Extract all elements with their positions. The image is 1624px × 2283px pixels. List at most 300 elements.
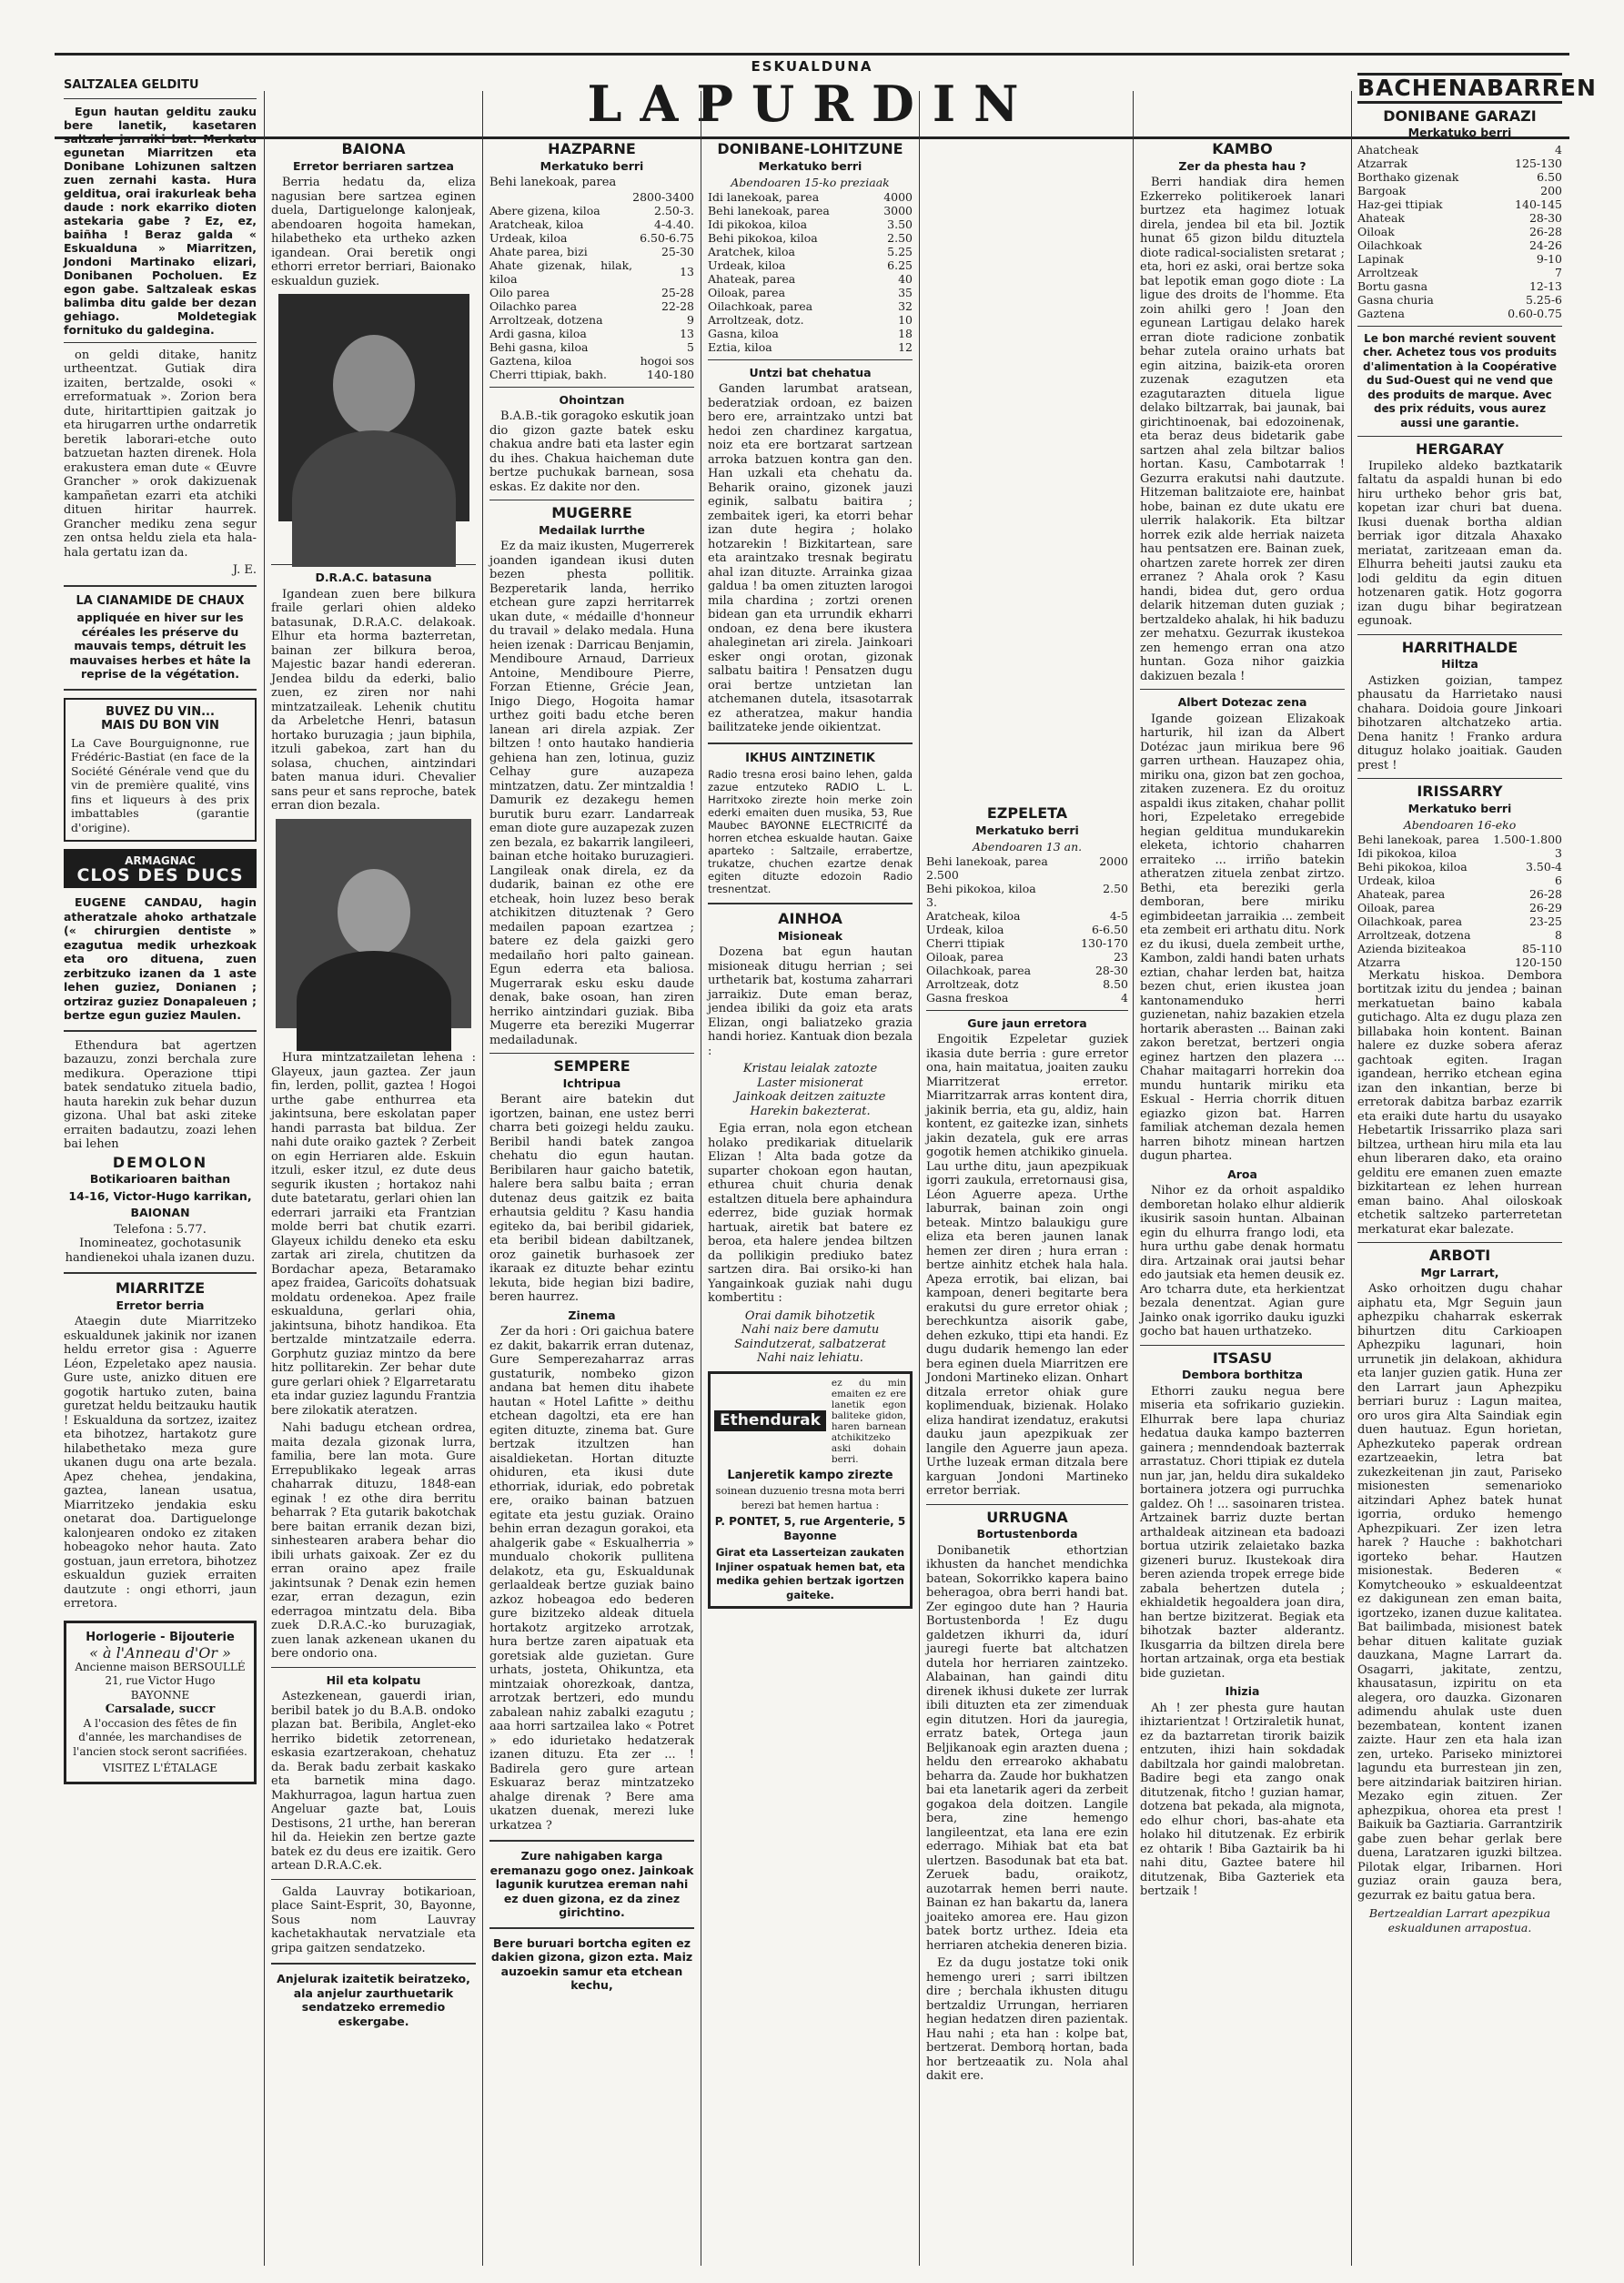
- market-price: 4-4.40.: [654, 217, 694, 231]
- market-item: Ardi gasna, kiloa: [489, 326, 587, 340]
- market-row: [926, 854, 1128, 868]
- market-row: [708, 313, 913, 327]
- market-price: 32: [898, 298, 913, 313]
- demolon-line: BAIONAN: [130, 1206, 190, 1219]
- market-row: [1357, 874, 1562, 887]
- subheading: Merkatuko berri: [758, 158, 862, 173]
- subheading: Mgr Larrart,: [1420, 1265, 1499, 1279]
- maxim-text: Bere buruari bortcha egiten ez dakien gizona, gizon ezta. Maiz auzoekin samur eta etchean kechu,: [490, 1935, 693, 1992]
- subheading: Hil eta kolpatu: [326, 1672, 421, 1687]
- ad-ethendurak-text: ez du min emaiten ez ere lanetik egon baliteke gidon, haren barnean atchikitzeko aski dohain berri.: [831, 1377, 906, 1465]
- column-rule: [1351, 91, 1352, 2266]
- market-item: Gaztena: [1357, 306, 1405, 320]
- urrugna-heading: URRUGNA: [986, 1508, 1068, 1526]
- market-item: Bortu gasna: [1357, 278, 1428, 293]
- market-item: Gasna, kiloa: [708, 326, 779, 340]
- masthead-rule-top: [55, 53, 1569, 56]
- divider: [64, 98, 257, 99]
- subheading: D.R.A.C. batasuna: [315, 571, 432, 584]
- market-item: Gaztena, kiloa: [489, 353, 572, 368]
- signature: Bertzealdian Larrart apezpikua eskualdunen arrapostua.: [1368, 1906, 1551, 1934]
- market-price: 3000: [883, 203, 913, 217]
- market-item: 3.: [926, 894, 937, 909]
- subheading: Untzi bat chehatua: [749, 365, 872, 379]
- ad-armagnac-title: ARMAGNAC: [125, 854, 196, 867]
- divider: [708, 903, 913, 904]
- bon-marche-ad: Le bon marché revient souvent cher. Achetez tous vos produits d'alimentation à la Coopérative du Sud-Ouest qui ne vend que des produits de marque. Avec des prix réduits, vous aurez aussi une garantie.: [1363, 331, 1557, 429]
- market-item: Oilo parea: [489, 285, 550, 299]
- market-item: Urdeak, kiloa: [489, 230, 568, 245]
- market-row: [1357, 887, 1562, 901]
- market-row: [1357, 211, 1562, 225]
- hazparne-heading: HAZPARNE: [548, 140, 636, 157]
- market-item: Oilachkoak: [1357, 237, 1422, 252]
- article-text: Ez da maiz ikusten, Mugerrerek joanden igandean ikusi duten bezen phesta pollitik. Bezperetarik landa, herriko etchean gure zapzi herritarrek ukan dute, « médaille d'honneur du travail » delako medala. Huna heien izenak : Darricau Benjamin, Mendiboure Arnaud, Darrieux Antoine, Mendiboure Pierre, Forzan Etienne, Grécie Jean, Inigo Diego, Hogoita hamar urthez goiti badu etche beren lanean ari direla azpiak. Zer biltzen ! onto hautako handieria gehiena han zen, lotinua, guziz Celhay gure auzapeza mintzatzen, datu. Zer mintzaldia ! Damurik ez dezakegu hemen burutik buru ezarr. Landarreak eman diote gure auzapezak zuzen zen bezala, ez bakarrik langileeri, bainan etche hoitako buruzagieri. Langileak onak direla, ez da dudarik, bainan ez othe ere etcheak, hoin luzez beso berak atchikitzen dituztenak ? Gero medailen papoan ezartzea ; batere ez dela gaizki gero medailaño hori palto gainean. Egun ederra eta baliosa. Mugerrarak esku esku daude denak, bake osoan, han ziren herriko aintzindari guziak. Biba Mugerre eta bereziki Mugerrar medailadunak.: [489, 540, 694, 1047]
- article-text: Astizken goizian, tampez phausatu da Harrietako nausi chahara. Doidoia goure Jinkoari bihotzaren altchatzeko artia. Dena hanitz ! Franko ardura dituguz holako joaitiak. Gauden prest !: [1357, 673, 1562, 773]
- market-price: 5.25-6: [1525, 292, 1562, 307]
- article-text: on geldi ditake, hanitz urtheentzat. Gutiak dira izaiten, bertzalde, osoki « erreformatuak ». Zorion bera dute, hiritarttipien gaitzak jo eta hirugarren urthe ondarretik beretik laborari-etche outo batzuetan hazten direnek. Hola erakustera eman dute « Œuvre Grancher » orok dakizuenak kampañetan ezarri eta atchiki dituen hiritar haurrek. Grancher mediku zena segur zen ontsa heldu ziela eta hala-hala gertatu izan da.: [64, 348, 257, 560]
- market-row: [1357, 846, 1562, 860]
- market-item: Oilachko parea: [489, 298, 578, 313]
- subheading: Merkatuko berri: [1407, 801, 1512, 815]
- subheading: Albert Dotezac zena: [1177, 695, 1307, 709]
- market-row: [489, 245, 694, 258]
- market-price: 26-28: [1528, 224, 1562, 238]
- market-row: [489, 258, 694, 286]
- market-item: Arroltzeak: [1357, 265, 1418, 279]
- market-item: Oilachkoak, parea: [1357, 914, 1463, 928]
- market-price: 3.50: [887, 217, 913, 231]
- mugerre-heading: MUGERRE: [551, 504, 632, 521]
- market-item: 2.500: [926, 867, 959, 882]
- divider: [1357, 326, 1562, 327]
- market-item: Urdeak, kiloa: [1357, 873, 1436, 887]
- market-item: Urdeak, kiloa: [926, 922, 1004, 936]
- market-row: [926, 991, 1128, 1005]
- market-item: Abere gizena, kiloa: [489, 203, 600, 217]
- poem-line: Nahi naiz lehiatu.: [757, 1351, 863, 1365]
- article-text: Igande goizean Elizakoak harturik, hil izan da Albert Dotézac jaun mirikua bere 96 garren urthean. Hauzapez ohia, miriku ona, gizon bat zen gochoa, zitaken zuzenera. Ez du oroituz aspaldi ikus zitaken, chahar pollit hori, Ezpeletako erregebide hegian gelditua mundukarekin eleketa, ichtorio chaharren erraiteko ... irriño batekin atheratzen zituela zenbat zirtzo. Bethi, eta bereziki gerla demboran, bere miriku egimbideetan jarraikia ... zembeit eta zembeit eri arthatu ditu. Nork ez du ikusi, duela zembeit urthe, Kambon, zaldi handi baten urhats eztian, chahar lerden bat, haitza bezen chut, erien ikustea joan kantonamenduko herri guzienetan, nahiz bazakien etzela hortarik aberasten ... Bainan zaki zakon beretzat, bertzeri ongia eginez hartzen den plazera ... Chahar maitagarri horrekin doa mundu huntarik miriku eta Eskual - Herria chorrik dituen egiazko gizon bat. Harren familiak atcheman dezala hemen harren bihotz minean hartzen dugun phartea.: [1140, 712, 1345, 1163]
- market-price: 140-180: [647, 367, 694, 381]
- market-item: Aratcheak, kiloa: [489, 217, 584, 231]
- subheading: Erretor berriaren sartzea: [293, 158, 454, 173]
- market-price: [1072, 868, 1128, 882]
- article-text: Dozena bat egun hautan misioneak ditugu herrian ; sei urthetarik bat, kostuma zaharrari jarraikiz. Dute eman beraz, jendea ibiliki da goiz eta arats Elizan, ongi baliatzeko grazia handi horiez. Kantuak dion bezala :: [708, 945, 913, 1058]
- subheading: Medailak lurrthe: [539, 522, 645, 537]
- subheading: Ohointzan: [559, 392, 625, 407]
- divider: [926, 1504, 1128, 1505]
- divider: [489, 387, 694, 388]
- candau-text: EUGENE CANDAU, hagin atheratzale ahoko arthatzale (« chirurgien dentiste » ezagutua medik urhezkoak eta oro dituena, zuen zerbitzuko izanen da 1 aste lehen guziez, Donianen ; ortziraz guziez Donapaleuen ; bertze egun guziez Maulen.: [64, 895, 257, 1022]
- market-row: [1357, 942, 1562, 955]
- market-price: 0.60-0.75: [1508, 306, 1562, 320]
- market-item: Behi pikokoa, kiloa: [708, 230, 818, 245]
- article-text: Asko orhoitzen dugu chahar aiphatu eta, Mgr Seguin jaun aphezpiku chaharrak eskerrak bihurtzen ditu Carkioapen Aphezpiku lagunari, hoin urrunetik jin delakoan, akhidura eta lanjer guzien gatik. Huna zer den Larrart jaun Aphezpiku berriari buruz : Lagun maitea, oro uros gira Alta Saindiak egin duen hautuaz. Egun horietan, Aphezkuteko paperak ordrean ezartzeaekin, letra bat zukezkeitenan jin zaut, Pariseko misionesten semenarioko aitzindari Aphez batek hunat igorria, orduko hemengo Aphezpikuari. Zer izen letra harek ? Hauche : bakhotchari igorteko behar. Hautzen misionestak. Bederen « Komytcheouko » eskualdeentzat ez dakigunean zen eman baita, igortzeko, izanen duzue kalitatea. Bat bailimbada, misionest batek behar dituen kalitate guziak dauzkana, Magne Larrart da. Osagarri, jakitate, zentzu, khausatasun, izpiritu on eta alegera, oro dauzka. Gizonaren adimendu ahulak uste duen bezembatean, kontent izanen zaizte. Haur zen eta hala izan zen, urteko. Pariseko miniztorei lagundu eta burrestean jin zen, bere aitzindariak baitziren hirian. Mezako egin zituen. Zer aphezpikua, ohorea eta prest ! Baikuik ba Gaztiaria. Garrantzirik gabe zuen behar gerlak bere duena, Laratzaren iguzki biltzea. Pilotak elgar, Iribarnen. Hori guziaz orain gauza bera, gezurrak ez baitu gatua bera.: [1357, 1282, 1562, 1903]
- market-row: [1357, 143, 1562, 157]
- masthead: [55, 53, 1569, 144]
- demolon-line: Inomineatez, gochotasunik handienekoi uhala izanen duzu.: [65, 1237, 256, 1265]
- market-price: [1072, 895, 1128, 909]
- market-row: [708, 340, 913, 354]
- article-text: Ah ! zer phesta gure hautan ihiztarientzat ! Ortziraletik hunat, ez da baztarretan tirorik baizik entzuten, ihizi hain sokdadak dabiltzala hor gaindi malobretan. Badire begi eta zango onak ditutzenak, fitcho ! guzian hamar, dotzena bat pekada, ala mignota, edo elhur chori, bas-ahate eta holako hil ditutzenak. Ez erbirik ez ohtarik ! Biba Gaztairik ba hi nahi ditu, Gaztee batere hil ditutzenak, Biba Gazteriek eta bertzaik !: [1140, 1701, 1345, 1898]
- bachenabarren-title: BACHENABARREN: [1357, 73, 1562, 104]
- baiona-heading: BAIONA: [341, 140, 406, 157]
- market-item: Arroltzeak, dotzena: [489, 312, 603, 327]
- subheading: Erretor berria: [116, 1298, 205, 1312]
- ad-ethendurak-title: Ethendurak: [714, 1410, 826, 1432]
- market-row: [489, 313, 694, 327]
- ezpeleta-market-table: [926, 854, 1128, 1005]
- ad-horlogerie-title: Horlogerie - Bijouterie: [86, 1630, 235, 1644]
- market-row: [708, 245, 913, 258]
- column-7: [1357, 73, 1597, 2266]
- subheading: Zinema: [568, 1308, 616, 1322]
- market-item: Ahateak, parea: [1357, 886, 1446, 901]
- ad-ethendurak: [708, 1371, 913, 1610]
- market-row: [926, 936, 1128, 950]
- divider: [64, 342, 257, 343]
- market-item: Ahatcheak: [1357, 142, 1419, 157]
- subheading: Ichtripua: [562, 1076, 621, 1090]
- subheading: Ihizia: [1225, 1684, 1260, 1698]
- market-row: [1357, 238, 1562, 252]
- donibane-market-table: [708, 190, 913, 354]
- poem: [708, 1062, 913, 1118]
- market-price: 125-130: [1515, 156, 1562, 170]
- market-row: [708, 299, 913, 313]
- article-text: Ethendura bat agertzen bazauzu, zonzi berchala zure medikura. Operazione ttipi batek sendatuko zituela badio, hauta harekin zuk behar duzun gizona. Uhal bat aski ziteke erraiten badautzu, zoazi lehen bai lehen: [64, 1038, 257, 1151]
- market-price: 6-6.50: [1091, 922, 1128, 936]
- poem-line: Orai damik bihotzetik: [744, 1308, 876, 1323]
- market-item: Behi lanekoak, parea: [926, 854, 1048, 868]
- subheading: Bortustenborda: [976, 1527, 1078, 1541]
- market-price: 12-13: [1528, 278, 1562, 293]
- market-price: 130-170: [1081, 935, 1128, 950]
- divider: [489, 1927, 694, 1929]
- market-price: 12: [898, 339, 913, 354]
- demolon-line: Botikarioaren baithan: [89, 1172, 231, 1186]
- poem-line: Harekin bakezterat.: [750, 1104, 871, 1118]
- ezpeleta-heading: EZPELETA: [986, 804, 1068, 822]
- article-text: Nihor ez da orhoit aspaldiko demboretan holako elhur aldierik ikusirik sasoin huntan. Albainan egin du elhurra frango lodi, eta hura urthu gabe denak hormatu dira. Artzainak orai jautsi behar edo jautsiak eta hemen deusik ez. Aro tcharra dute, eta herkientzat bezala denentzat. Agian gure Jainko onak igorriko dauku iguzki gocho bat hauen urthatzeko.: [1140, 1184, 1345, 1338]
- market-item: Azienda biziteakoa: [1357, 941, 1467, 955]
- demolon-ad: [64, 1153, 257, 1266]
- market-row: [489, 217, 694, 231]
- market-item: Atzarra: [1357, 955, 1401, 969]
- ad-horlogerie-line: BAYONNE: [130, 1688, 190, 1702]
- market-price: 200: [1540, 183, 1562, 197]
- market-price: 26-28: [1528, 886, 1562, 901]
- market-item: Arroltzeak, dotz: [926, 976, 1019, 991]
- market-price: 7: [1555, 265, 1562, 279]
- column-2: [271, 136, 476, 2266]
- market-row: [926, 923, 1128, 936]
- ikhus-heading: IKHUS AINTZINETIK: [745, 751, 875, 765]
- ad-pontet: P. PONTET, 5, rue Argenterie, 5: [714, 1515, 906, 1528]
- article-text: Ganden larumbat aratsean, bederatziak ordoan, ez baizen bero ere, arraintzako untzi bat hedoi zen chardinez kargatua, noiz eta ere bortzarat sartzean arroka batzuen kontra gan den. Han uzkali eta chehatu da. Beharik oraino, gizonek jauzi eginik, salbatu baitira ; zembaitek igeri, ka etorri behar izan dute hegira ; holako hotzarekin ! Bizkitartean, sare eta araintzako tresnak begiratu ahal izan dituzte. Arrainka gizaa galdua ! ba omen zituzten larogoi mila chardina ; zortzi orenen bidean gan eta urrundik ekharri ondoan, ez dena bere ikustera ahaleginetan ari zirela. Jainkoari esker ongi orotan, gizonak salbatu baitira ! Pensatzen dugu orai bertze untzietan lan atchemanen dutela, itsasotarrak ez atheratzea, makur handia bailitzateke jende oikientzat.: [708, 382, 913, 734]
- ad-line: soinean duzuenio tresna mota berri berezi bat hemen hartua :: [715, 1484, 905, 1511]
- market-row: [708, 190, 913, 204]
- ad-buvez-subtitle: MAIS DU BON VIN: [101, 719, 219, 732]
- poem: [708, 1309, 913, 1366]
- market-row: [1357, 279, 1562, 293]
- market-item: Idi lanekoak, parea: [708, 189, 820, 204]
- subheading: Merkatuko berri: [540, 158, 644, 173]
- market-price: 2800-3400: [632, 189, 694, 204]
- market-row: [489, 204, 694, 217]
- harrithalde-heading: HARRITHALDE: [1401, 638, 1518, 656]
- market-row: [926, 882, 1128, 895]
- market-price: 5: [687, 339, 694, 354]
- market-price: 85-110: [1522, 941, 1562, 955]
- market-price: 6.50: [1537, 169, 1562, 184]
- article-text: Hura mintzatzailetan lehena : Glayeux, jaun gaztea. Zer jaun fin, lerden, pollit, gaztea ! Hogoi urthe gabe enthurrea eta jakintsuna, bere eskolatan paper handi parrasta bat bildua. Zer nahi dute oraiko gaztek ? Zerbeit on egin Herriaren alde. Eskuin itzuli, esker itzul, ez dute deus segurik ikusten ; hortakoz nahi dute batetaratu, gerlari ohien lan ederrari jarraiki eta Frantzian molde berri bat chutik ezarri. Glayeux ichildu deneko eta esku zartak ari zirela, chutitzen da Bordachar apeza, Betaramako apez fraidea, Garicoïts dohatsuak moldatu ordenekoa. Apez fraile eskualduna, gerlari ohia, jakintsuna, bihotz handikoa. Eta bertzalde mintzatzaile ederra. Gorphutz guziaz mintzo da bere hitz pollitarekin. Zer behar dute gure gerlari ohiek ? Elgarretaratu eta indar guziez lagundu Frantzia bere zilokatik ateratzen.: [271, 1051, 476, 1418]
- column-rule: [919, 91, 920, 2266]
- poem-line: Kristau leialak zatozte: [742, 1062, 878, 1076]
- market-row: [489, 368, 694, 381]
- market-row: [1357, 170, 1562, 184]
- market-price: 23: [1114, 949, 1128, 964]
- ad-armagnac: [64, 849, 257, 888]
- market-intro: Behi lanekoak, parea: [489, 176, 617, 189]
- market-row: [1357, 225, 1562, 238]
- market-item: Borthako gizenak: [1357, 169, 1459, 184]
- market-item: Behi pikokoa, kiloa: [1357, 859, 1468, 874]
- market-item: Idi pikokoa, kiloa: [1357, 845, 1458, 860]
- market-row: [708, 272, 913, 286]
- demolon-title: DEMOLON: [112, 1153, 208, 1171]
- market-row: [708, 217, 913, 231]
- market-item: Behi pikokoa, kiloa: [926, 881, 1036, 895]
- market-item: Oilachkoak, parea: [926, 963, 1032, 977]
- portrait-head: [333, 335, 415, 435]
- column-5: [926, 801, 1128, 2266]
- article-text: Astezkenean, gauerdi irian, beribil batek jo du B.A.B. ondoko plazan bat. Beribila, Anglet-eko herriko bidetik zetorrenean, eskasia ezartzerakoan, chehatuz da. Berak badu zerbait kaskako eta barnetik mina dago. Makhurragoa, lagun hartua zuen Angeluar gazte bat, Louis Destisons, 21 urthe, han bereran hil da. Heiekin zen bertze gazte batek ez du deus ere izaitik. Gero artean D.R.A.C.ek.: [271, 1690, 476, 1873]
- divider: [1140, 1345, 1345, 1346]
- poem-line: Laster misionerat: [757, 1076, 863, 1090]
- market-price: 140-145: [1515, 197, 1562, 211]
- cianamide-heading: LA CIANAMIDE DE CHAUX: [76, 593, 245, 608]
- market-price: 3: [1555, 845, 1562, 860]
- market-item: Urdeak, kiloa: [708, 258, 786, 272]
- cianamide-text: appliquée en hiver sur les céréales les préserve du mauvais temps, détruit les mauvaises herbes et hâte la reprise de la végétation.: [69, 611, 251, 681]
- market-row: [1357, 914, 1562, 928]
- ad-armagnac-brand: CLOS DES DUCS: [76, 864, 244, 885]
- itsasu-heading: ITSASU: [1212, 1349, 1273, 1367]
- market-price: 4000: [883, 189, 913, 204]
- poem-line: Saindutzerat, salbatzerat: [734, 1337, 886, 1351]
- subheading: Aroa: [1227, 1167, 1257, 1181]
- saltzalea-notice: [64, 105, 257, 337]
- article-text: Ez da dugu jostatze toki onik hemengo ureri ; sarri ibiltzen dire ; berchala ikhusten ditugu bertzaldiz Urrungan, herriaren hegian hedatzen diren pazientak. Hau nahi ; eta han : kolpe bat, bertzerat. Demborą hortan, bada hor bertzeaatik zu. Nola ahal dakit ere.: [926, 1956, 1128, 2083]
- subheading: Dembora borthitza: [1182, 1368, 1303, 1381]
- market-price: 28-30: [1528, 210, 1562, 225]
- ad-horlogerie: [64, 1621, 257, 1784]
- divider: [1357, 634, 1562, 635]
- ad-buvez-text: La Cave Bourguignonne, rue Frédéric-Bastiat (en face de la Société Générale vend que du vin de première qualité, vins fins et liqueurs à des prix imbattables (garantie d'origine).: [71, 735, 249, 834]
- market-price: 28-30: [1094, 963, 1128, 977]
- poem-line: Nahi naiz bere damutu: [741, 1323, 880, 1337]
- market-price: 1.500-1.800: [1493, 832, 1562, 846]
- market-row: [489, 231, 694, 245]
- market-item: Oilachkoak, parea: [708, 298, 813, 313]
- market-row: [489, 354, 694, 368]
- ad-lanjeretik: Lanjeretik kampo zirezte: [727, 1468, 893, 1482]
- market-price: 23-25: [1528, 914, 1562, 928]
- ad-horlogerie-line: VISITEZ L'ÉTALAGE: [102, 1762, 218, 1774]
- market-item: Haz-gei ttipiak: [1357, 197, 1443, 211]
- market-row: [708, 327, 913, 340]
- article-text: Berri handiak dira hemen Ezkerreko politikeroek lanari burtzez eta hagimez lotuak direla, jendea bil eta bil. Joztik hunat 65 gizon bildu dituztela diote radical-socialisten sretarat ; eta, hori ez aski, orai bertze soka bat lepotik eman gogo diote : La ligue des droits de l'homme. Eta zoin ahilki gero ! Joan den egunean Lartigau delako harek erran diote radicione zonbatik behar zutela oraino urhats bat egin aitzina, baizik-eta ororen zuzenak ezagutzen eta ezagutarazten dituela ligue delako biltzarrak, bai jaunak, bai girichtinoenak, bai edozoinenak, eta beraz deus bidetarik gabe sartzen ahal zela biltzar balios hortan. Kasu, Cambotarrak ! Gezurra erakutsi nahi dautzute. Hitzeman balitzaiote ere, hainbat hobe, bainan ez dute ukatu ere ulerrik halakorik. Eta biltzar horrek ezik alde herriak naizeta hau pentsatzen ere. Bainan zuek, ohartzen zarete horrek zer diren erranez ? Ahala orok ? Kasu handi, bidea dut, gero ordua delarik hitzeman duten guziak ; bertzaldeko ahalak, hi hik baduzu zer mehatxu. Gezurrak ikustekoa zen hemengo erran ona atzo huntan. Goza nihor gaizkia dakizuen bezala !: [1140, 176, 1345, 683]
- sempere-heading: SEMPERE: [553, 1057, 630, 1075]
- divider: [926, 1010, 1128, 1011]
- market-item: Behi gasna, kiloa: [489, 339, 589, 354]
- masthead-subtitle: ESKUALDUNA: [751, 58, 873, 75]
- market-item: Oiloak, parea: [1357, 900, 1436, 914]
- article-text: Ethorri zauku negua bere miseria eta sofrikario guziekin. Elhurrak bere lapa churiaz hedatua dauka kampo bazterren gainera ; menndendoak bazterrak arrastatuz. Chori ttipiak ez dutela nun jar, jan, heldu dira sukaldeko bortainera jotzera ogi purruchka galdez. Oh ! ... sasoinaren tristea. Artzainek barriz duzte bertan arthaldeak aitzinean eta badoazi bortua utzirik zelaietako bazka gizeneri buruz. Ikustekoak dira beren azienda tropek errege bide zabala behertzen dutela ; ekhialdetik hegoaldera joan dira, han bertze bizitzerat. Begiak eta bihotzak bazter alderantz. Ikusgarria da biltzen direla bere hortan artzainak, orga eta bestiak bide guzietan.: [1140, 1384, 1345, 1681]
- market-item: Aratcheak, kiloa: [926, 908, 1021, 923]
- kambo-heading: KAMBO: [1212, 140, 1273, 157]
- article-text: Berria hedatu da, eliza nagusian bere sartzea eginen duela, Dartiguelonge kalonjeak, abendoaren hogoita hamekan, hilabetheko eta urtheko azken igandean. Orai beretik ongi ethorri erretor berriari, Baionako eskualdun guziek.: [271, 176, 476, 288]
- ad-horlogerie-line: A l'occasion des fêtes de fin d'année, les marchandises de l'ancien stock seront sacrifiées.: [73, 1716, 247, 1758]
- divider: [1357, 778, 1562, 779]
- market-item: Behi lanekoak, parea: [708, 203, 830, 217]
- market-price: 3.50-4: [1525, 859, 1562, 874]
- garazi-market-table: [1357, 143, 1562, 320]
- market-row: [489, 286, 694, 299]
- article-text: Donibanetik ethortzian ikhusten da hanchet mendichka batean, Sokorrikko kapera baino beheragoa, obra berri handi bat. Zer egingoo dute han ? Hauria Bortustenborda ! Ez dugu galdetzen ikhurri da, idurí jauregi fuerte bat altchatzen dutela hor herriaren zaintzeko. Alabainan, han gaindi ditu direnek ikhusi dukete zer lurrak ibili dituzten eta zer zimenduak egin ditutzen. Hori da jauregia, erratz batek, Ortega jaun Beljikanoak egin arazten duena ; heldu den errearoko akhabatu beharra da. Zaude hor bukhatzen bai eta lanetarik ageri da zerbeit gogakoa dela doitzen. Langile bera, zine hemengo langileentzat, eta lana ere ezin ederrago. Mihiak bat eta bat ulertzen. Basodunak bat eta bat. Zeruek badu, oraikotz, auzotarrak hemen berri naute. Bainan ez han bakartu da, lanera joaiteko amorea ere. Hau gizon batek bortz urthez. Ideia eta herriaren atchekia deneren bizia.: [926, 1543, 1128, 1953]
- market-price: 8.50: [1103, 976, 1128, 991]
- subheading: Zer da phesta hau ?: [1178, 158, 1306, 173]
- market-item: Gasna freskoa: [926, 990, 1009, 1005]
- market-price: 2.50: [887, 230, 913, 245]
- market-row: [926, 868, 1128, 882]
- market-row: [1357, 307, 1562, 320]
- divider: [64, 1272, 257, 1274]
- market-row: [1357, 901, 1562, 914]
- ainhoa-heading: AINHOA: [778, 910, 842, 927]
- ad-horlogerie-name: « à l'Anneau d'Or »: [89, 1644, 231, 1662]
- market-price: 9: [687, 312, 694, 327]
- ad-girat: Girat eta Lasserteizan zaukaten Injiner ospatuak hemen bat, eta medika gehien bertzak igortzen gaiteke.: [715, 1546, 905, 1601]
- market-price: 22-28: [661, 298, 694, 313]
- market-item: [489, 190, 632, 204]
- candau-ad: [64, 895, 257, 1023]
- market-row: [489, 190, 694, 204]
- column-6: [1140, 136, 1345, 2266]
- market-row: [926, 909, 1128, 923]
- market-row: [926, 950, 1128, 964]
- ad-ethendurak-row: [714, 1378, 906, 1465]
- demolon-line: Telefona : 5.77.: [114, 1222, 207, 1237]
- market-item: Ahate parea, bizi: [489, 244, 588, 258]
- subheading: Gure jaun erretora: [967, 1015, 1087, 1030]
- market-item: Gasna churia: [1357, 292, 1434, 307]
- divider: [489, 1840, 694, 1842]
- divider: [64, 1030, 257, 1032]
- market-price: 4-5: [1109, 908, 1128, 923]
- divider: [271, 1667, 476, 1668]
- market-row: [1357, 860, 1562, 874]
- subheading: Misioneak: [777, 928, 843, 943]
- column-4: [708, 136, 913, 2266]
- column-3: [489, 136, 694, 2266]
- market-row: [1357, 184, 1562, 197]
- market-row: [1357, 955, 1562, 969]
- article-text: Engoitik Ezpeletar guziek ikasia dute berria : gure erretor ona, hain maitatua, joaiten zauku Miarritzerat erretor. Miarritzarrak arras kontent dira, jakinik berria, eta gu, aldiz, hain kontent, ez gaitezke izan, sinhets jakin dezatela, guk ere arras gogotik hemen atchikiko ginuela. Lau urthe ditu, jaun apezpikuak igorri zaukula, erretornausi gisa, Léon Aguerre apeza. Urthe laburrak, bainan zoin ongi beteak. Mintzo balaukigu gure eliza eta beren jaunen lanak hemen zer diren ; hura erran : bertze ainhitz etchek hala hala. Apeza errotik, bai elizan, bai kampoan, deneri begitarte bera erakutsi du gure erretor ohiak ; berechkuntza aisorik gabe, dehen ezkuko, ttipi eta handi. Ez dugu dudarik hemengo lan eder bera eginen duela Miarritzen ere Jondoni Martineko elizan. Onhart ditzala erretor ohiak gure koplimenduak, bizienak. Holako eliza handirat izendatuz, erakutsi dauku jaun apezpikuak zer langile den Aguerre jaun apeza. Urthe luzeak erman ditzala bere karguan Jondoni Martineko erretor berriak.: [926, 1033, 1128, 1498]
- article-text: Ataegin dute Miarritzeko eskualdunek jakinik nor izanen heldu erretor gisa : Aguerre Léon, Ezpeletako apez nausia. Gure uste, anizko dituen ere gogotik hartuko zuten, baina guretzat heldu beitzauku hautik ! Eskualduna da sortzez, izaitez eta bihotzez, hartakotz gure hilabethetako meza gure ukanen dugu ona arte bezala. Apez chehea, jendakina, gaztea, lanean usatua, Miarritzeko jendakia esku onetarat doa. Dartiguelonge kalonjearen ondoko ez zitaken hobeagoko nehor hauta. Zato gostuan, jaun erretora, bihotzez eskualdun guziek erraiten dautzute : ongi ethorri, jaun erretora.: [64, 1315, 257, 1611]
- column-rule: [1133, 91, 1134, 2266]
- market-item: Arroltzeak, dotzena: [1357, 927, 1471, 942]
- market-item: Lapinak: [1357, 251, 1404, 266]
- ikhus-text: Radio tresna erosi baino lehen, galda zazue entzuteko RADIO L. L. Harritxoko zirezte hoin merke zoin ederki emaiten duen musika, 53, Rue Maubec BAYONNE ELECTRICITÉ da horren etchea eskualde hautan. Gaixe aparteko : Saltzaile, errabertze, trukatze, chuchen ezartze denak egiten dituzte edozoin Radio tresnentzat.: [708, 768, 913, 895]
- market-item: Cherri ttipiak: [926, 935, 1005, 950]
- column-rule: [482, 91, 483, 2266]
- subheading: Hiltza: [1441, 657, 1478, 671]
- market-price: 25-30: [661, 244, 694, 258]
- hergaray-heading: HERGARAY: [1416, 440, 1504, 458]
- market-row: [1357, 293, 1562, 307]
- market-price: 9-10: [1536, 251, 1562, 266]
- ad-horlogerie-line: 21, rue Victor Hugo: [105, 1674, 216, 1687]
- poem-line: Jainkoak deitzen zaituzte: [734, 1090, 886, 1104]
- market-item: Bargoak: [1357, 183, 1407, 197]
- market-row: [708, 258, 913, 272]
- market-price: 18: [898, 326, 913, 340]
- market-price: 6: [1555, 873, 1562, 887]
- divider: [64, 585, 257, 587]
- market-item: Idi pikokoa, kiloa: [708, 217, 808, 231]
- market-price: 6.25: [887, 258, 913, 272]
- portrait-body: [292, 430, 456, 567]
- market-item: Oiloak: [1357, 224, 1395, 238]
- market-price: 2.50-3.: [654, 203, 694, 217]
- market-row: [708, 231, 913, 245]
- article-text: Egia erran, nola egon etchean holako predikariak dituelarik Elizan ! Alta bada gotze da suparter chokoan egon hautan, ethurea chuit churia denak estaltzen dituela bere aphaindura ederrez, bide guziak hormak hartuak, airetik bat batere ez beroa, eta halere jendea biltzen da pollikigin prediuko batez sartzen dira. Bai orsiko-ki han Yangainkoak guziak nahi dugu kombertitu :: [708, 1122, 913, 1305]
- market-row: [1357, 197, 1562, 211]
- market-row: [1357, 928, 1562, 942]
- market-price: 2.50: [1103, 881, 1128, 895]
- market-price: 120-150: [1515, 955, 1562, 969]
- hazparne-market-table: [489, 190, 694, 381]
- market-price: 35: [898, 285, 913, 299]
- market-row: [1357, 833, 1562, 846]
- market-price: 24-26: [1528, 237, 1562, 252]
- market-item: Oiloak, parea: [926, 949, 1004, 964]
- ad-horlogerie-line: Carsalade, succr: [105, 1702, 216, 1716]
- subheading: Merkatuko berri: [1407, 126, 1512, 139]
- market-item: Arroltzeak, dotz.: [708, 312, 804, 327]
- market-price: 5.25: [887, 244, 913, 258]
- market-item: Ahateak: [1357, 210, 1405, 225]
- market-price: 10: [898, 312, 913, 327]
- market-row: [489, 327, 694, 340]
- market-item: Ahateak, parea: [708, 271, 796, 286]
- market-price: 26-29: [1528, 900, 1562, 914]
- divider: [1140, 689, 1345, 690]
- article-text: Merkatu hiskoa. Dembora bortitzak izitu du jendea ; bainan merkatuetan baino kabala gutichago. Alta ez dugu plaza zen billabaka hoin kontent. Bainan halere ez duzke sobera aferaz gachtoak egiten. Iragan igandean, herriko etchean egina izan den inkantian, berze bi erretorak dabitza barbaz ezarrik eta eraiki dute hartu du usayako Hebetartik Irissarriko plaza sari biltzea, urthean hiru mila eta lau ehun liberaren dako, eta oraino gelditu ere emanen zuen emazte bizkitartean ez lehen hurrean eman baino. Ahal oiloskoak etchetik saltzeko parterretetan merkaturat ekar balezate.: [1357, 968, 1562, 1237]
- divider: [271, 1879, 476, 1880]
- market-date: Abendoaren 15-ko preziaak: [731, 176, 890, 189]
- ad-bayonne: Bayonne: [783, 1529, 837, 1542]
- market-item: Atzarrak: [1357, 156, 1407, 170]
- market-item: Cherri ttipiak, bakh.: [489, 367, 608, 381]
- market-row: [1357, 157, 1562, 170]
- market-item: Aratchek, kiloa: [708, 244, 795, 258]
- ad-buvez-title: BUVEZ DU VIN...: [106, 704, 215, 719]
- portrait-head: [338, 869, 410, 955]
- article-text: Irupileko aldeko baztkatarik faltatu da aspaldi hunan bi edo hiru urtheko behor gris bat, kopetan izar churi bat duena. Ikusi duenak bortha aldian berriak igor ditzala Ahaxako meriatat, zaritzeaan eman da. Elhurra beheiti jautsi zauku eta lodi gelditu da egin dituen hotzenaren gatik. Hotz gogorra izan dugu bihar begiratzean egunoak.: [1357, 459, 1562, 628]
